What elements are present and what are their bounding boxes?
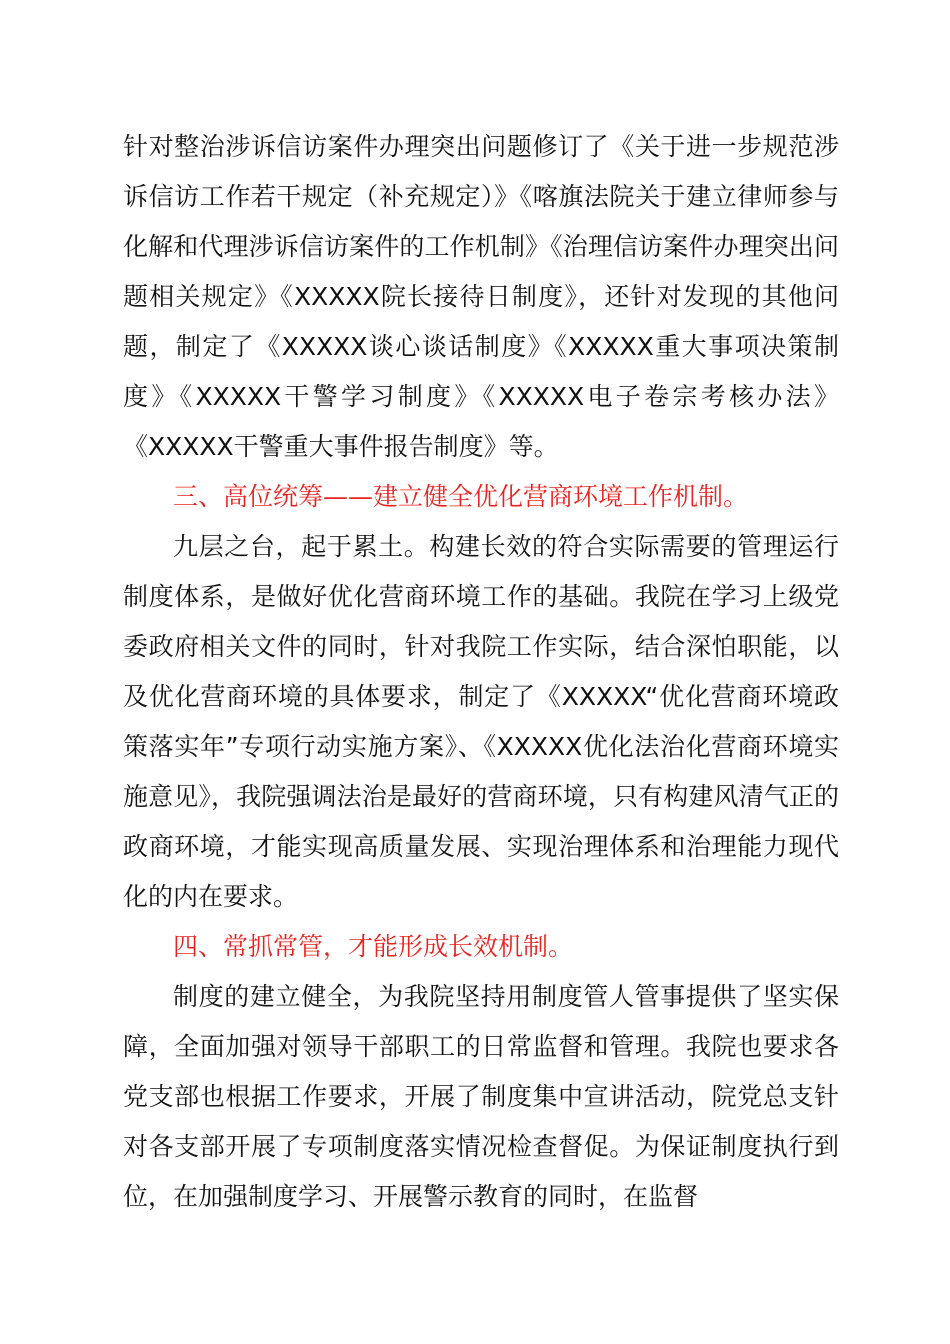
document-body: [123, 122, 839, 1222]
section-heading-3: 三、高位统筹——建立健全优化营商环境工作机制。: [173, 482, 749, 511]
body-paragraph-continuation: 针对整治涉诉信访案件办理突出问题修订了《关于进一步规范涉诉信访工作若干规定（补充规定）》《喀旗法院关于建立律师参与化解和代理涉诉信访案件的工作机制》《治理信访案件办理突出问题相关规定》《XXXXX院长接待日制度》，还针对发现的其他问题，制定了《XXXXX谈心谈话制度》《XXXXX重大事项决策制度》《XXXXX干警学习制度》《XXXXX电子卷宗考核办法》《XXXXX干警重大事件报告制度》等。: [123, 132, 839, 461]
body-paragraph-section-3: 九层之台，起于累土。构建长效的符合实际需要的管理运行制度体系，是做好优化营商环境工作的基础。我院在学习上级党委政府相关文件的同时，针对我院工作实际，结合深怕职能，以及优化营商环境的具体要求，制定了《XXXXX“优化营商环境政策落实年”专项行动实施方案》、《XXXXX优化法治化营商环境实施意见》，我院强调法治是最好的营商环境，只有构建风清气正的政商环境，才能实现高质量发展、实现治理体系和治理能力现代化的内在要求。: [123, 532, 839, 911]
section-heading-4: 四、常抓常管，才能形成长效机制。: [173, 932, 574, 961]
body-paragraph-section-4: 制度的建立健全，为我院坚持用制度管人管事提供了坚实保障，全面加强对领导干部职工的日常监督和管理。我院也要求各党支部也根据工作要求，开展了制度集中宣讲活动，院党总支针对各支部开展了专项制度落实情况检查督促。为保证制度执行到位，在加强制度学习、开展警示教育的同时，在监督: [123, 982, 839, 1211]
